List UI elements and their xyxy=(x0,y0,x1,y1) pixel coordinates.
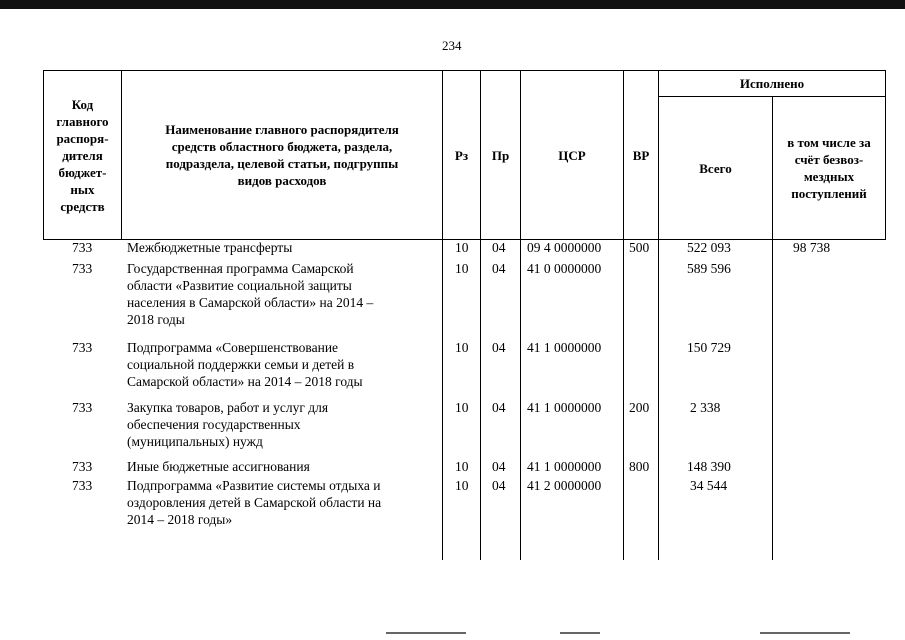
scan-mark xyxy=(386,632,466,634)
row-vsego: 150 729 xyxy=(687,340,731,355)
row-kod: 733 xyxy=(72,478,93,493)
row-vsego: 589 596 xyxy=(687,261,731,276)
row-vr: 200 xyxy=(629,400,650,415)
row-name: Закупка товаров, работ и услуг для обеспечения государственных (муниципальных) нужд xyxy=(127,400,329,449)
row-csr: 41 1 0000000 xyxy=(527,400,602,415)
header-name: Наименование главного распорядителя средств областного бюджета, раздела, подраздела, целевой статьи, подгруппы видов расходов xyxy=(165,122,399,188)
header-kod: Код главного распоря- дителя бюджет- ных средств xyxy=(56,96,109,214)
row-rz: 10 xyxy=(455,240,469,255)
row-csr: 09 4 0000000 xyxy=(527,240,602,255)
row-vr: 800 xyxy=(629,459,650,474)
row-rz: 10 xyxy=(455,459,469,474)
header-ispolneno: Исполнено xyxy=(739,76,805,91)
header-vr: ВР xyxy=(632,147,650,163)
header-rz: Рз xyxy=(454,147,469,163)
row-csr: 41 1 0000000 xyxy=(527,340,602,355)
row-rz: 10 xyxy=(455,261,469,276)
row-vsego: 148 390 xyxy=(687,459,731,474)
scan-mark xyxy=(760,632,850,634)
top-border-bar xyxy=(0,0,905,9)
col-line xyxy=(885,70,886,240)
row-csr: 41 1 0000000 xyxy=(527,459,602,474)
row-name: Государственная программа Самарской области «Развитие социальной защиты населения в Самарской области» на 2014 – 2018 годы xyxy=(127,261,374,327)
row-vr: 500 xyxy=(629,240,650,255)
row-vsego: 522 093 xyxy=(687,240,731,255)
row-bezvozm: 98 738 xyxy=(793,240,831,255)
row-name: Иные бюджетные ассигнования xyxy=(127,459,310,474)
row-name: Подпрограмма «Развитие системы отдыха и оздоровления детей в Самарской области на 2014 – 2018 годы» xyxy=(127,478,382,527)
row-pr: 04 xyxy=(492,459,506,474)
header-vsego: Всего xyxy=(699,160,732,176)
row-vsego: 2 338 xyxy=(690,400,721,415)
row-pr: 04 xyxy=(492,340,506,355)
page-number: 234 xyxy=(442,38,462,53)
row-vsego: 34 544 xyxy=(690,478,728,493)
row-rz: 10 xyxy=(455,340,469,355)
row-rz: 10 xyxy=(455,478,469,493)
header-v-tom-chisle: в том числе за счёт безвоз- мездных поступлений xyxy=(787,135,871,201)
row-pr: 04 xyxy=(492,261,506,276)
row-kod: 733 xyxy=(72,340,93,355)
row-name: Подпрограмма «Совершенствование социальной поддержки семьи и детей в Самарской области» на 2014 – 2018 годы xyxy=(127,340,363,389)
row-rz: 10 xyxy=(455,400,469,415)
col-line xyxy=(772,240,773,560)
row-csr: 41 2 0000000 xyxy=(527,478,602,493)
row-pr: 04 xyxy=(492,478,506,493)
row-kod: 733 xyxy=(72,240,93,255)
header-csr: ЦСР xyxy=(558,147,586,163)
row-kod: 733 xyxy=(72,261,93,276)
row-kod: 733 xyxy=(72,400,93,415)
row-name: Межбюджетные трансферты xyxy=(127,240,293,255)
scan-mark xyxy=(560,632,600,634)
row-kod: 733 xyxy=(72,459,93,474)
row-csr: 41 0 0000000 xyxy=(527,261,602,276)
col-line xyxy=(658,240,659,560)
row-pr: 04 xyxy=(492,240,506,255)
row-pr: 04 xyxy=(492,400,506,415)
header-pr: Пр xyxy=(491,147,510,163)
